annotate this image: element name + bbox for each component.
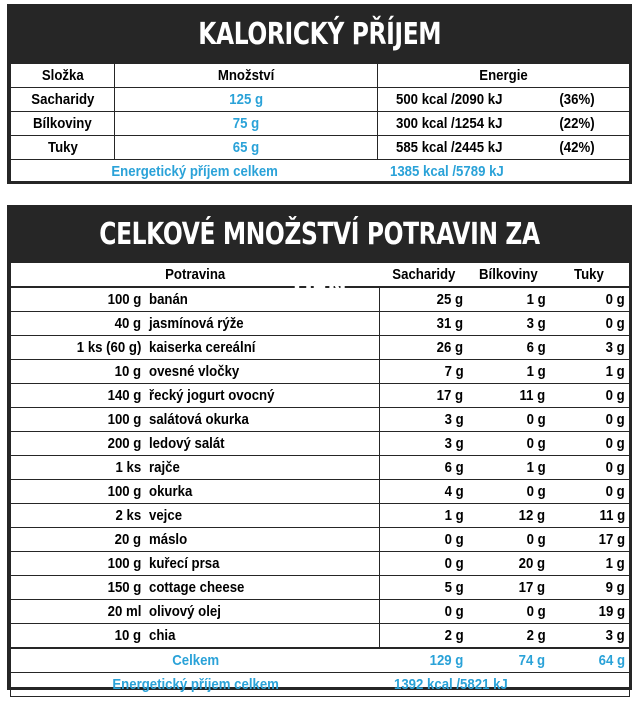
food-carbs: 26 g — [380, 336, 468, 360]
food-protein: 17 g — [468, 576, 550, 600]
food-name: ledový salát — [146, 432, 380, 456]
macro-energy: 500 kcal /2090 kJ (36%) — [378, 88, 630, 112]
macro-name: Sacharidy — [11, 88, 115, 112]
food-quantity: 10 g — [11, 360, 146, 384]
food-quantity: 2 ks — [11, 504, 146, 528]
macro-name: Tuky — [11, 136, 115, 160]
food-protein: 0 g — [468, 480, 550, 504]
macro-row — [11, 112, 630, 136]
macro-row — [11, 88, 630, 112]
food-protein: 1 g — [468, 288, 550, 312]
header-component: Složka — [11, 64, 115, 88]
header-food: Potravina — [11, 263, 380, 287]
food-protein: 11 g — [468, 384, 550, 408]
food-quantity: 20 g — [11, 528, 146, 552]
food-row — [11, 456, 630, 480]
food-protein: 12 g — [468, 504, 550, 528]
food-row — [11, 336, 630, 360]
energy-total-row — [11, 160, 630, 184]
food-fat: 17 g — [550, 528, 630, 552]
food-name: banán — [146, 288, 380, 312]
food-carbs: 25 g — [380, 288, 468, 312]
header-fat: Tuky — [550, 263, 630, 287]
food-quantity: 100 g — [11, 288, 146, 312]
food-rows — [10, 287, 630, 648]
table-header-row — [11, 64, 630, 88]
food-fat: 0 g — [550, 432, 630, 456]
food-carbs: 0 g — [380, 600, 468, 624]
food-fat: 0 g — [550, 312, 630, 336]
food-quantity: 100 g — [11, 480, 146, 504]
food-carbs: 6 g — [380, 456, 468, 480]
macro-name: Bílkoviny — [11, 112, 115, 136]
food-row — [11, 504, 630, 528]
food-name: cottage cheese — [146, 576, 380, 600]
food-quantity: 1 ks (60 g) — [11, 336, 146, 360]
food-row — [11, 408, 630, 432]
food-name: máslo — [146, 528, 380, 552]
food-fat: 3 g — [550, 624, 630, 648]
food-fat: 1 g — [550, 552, 630, 576]
food-name: okurka — [146, 480, 380, 504]
food-row — [11, 528, 630, 552]
food-name: salátová okurka — [146, 408, 380, 432]
food-quantity: 100 g — [11, 408, 146, 432]
caloric-intake-table — [10, 63, 630, 184]
food-carbs: 3 g — [380, 432, 468, 456]
food-row — [11, 432, 630, 456]
food-fat: 0 g — [550, 288, 630, 312]
caloric-intake-panel — [7, 4, 632, 184]
total-protein: 74 g — [468, 649, 550, 673]
food-carbs: 0 g — [380, 552, 468, 576]
food-quantity: 150 g — [11, 576, 146, 600]
header-energy: Energie — [378, 64, 630, 88]
food-totals — [10, 648, 630, 697]
food-row — [11, 600, 630, 624]
food-fat: 11 g — [550, 504, 630, 528]
food-carbs: 4 g — [380, 480, 468, 504]
food-name: chia — [146, 624, 380, 648]
food-carbs: 2 g — [380, 624, 468, 648]
food-name: rajče — [146, 456, 380, 480]
header-amount: Množství — [115, 64, 378, 88]
food-row — [11, 384, 630, 408]
food-fat: 3 g — [550, 336, 630, 360]
food-protein: 3 g — [468, 312, 550, 336]
food-carbs: 7 g — [380, 360, 468, 384]
header-protein: Bílkoviny — [468, 263, 550, 287]
food-row — [11, 360, 630, 384]
header-carbs: Sacharidy — [380, 263, 468, 287]
caloric-intake-title: KALORICKÝ PŘÍJEM — [10, 7, 629, 63]
food-protein: 0 g — [468, 600, 550, 624]
macro-energy: 585 kcal /2445 kJ (42%) — [378, 136, 630, 160]
food-carbs: 3 g — [380, 408, 468, 432]
food-protein: 6 g — [468, 336, 550, 360]
food-fat: 0 g — [550, 456, 630, 480]
macro-row — [11, 136, 630, 160]
food-name: vejce — [146, 504, 380, 528]
food-protein: 0 g — [468, 432, 550, 456]
food-name: kaiserka cereální — [146, 336, 380, 360]
food-row — [11, 480, 630, 504]
food-name: olivový olej — [146, 600, 380, 624]
energy-total-value: 1385 kcal /5789 kJ — [378, 160, 630, 184]
food-row — [11, 552, 630, 576]
food-carbs: 0 g — [380, 528, 468, 552]
food-row — [11, 624, 630, 648]
macro-energy: 300 kcal /1254 kJ (22%) — [378, 112, 630, 136]
food-fat: 9 g — [550, 576, 630, 600]
food-name: řecký jogurt ovocný — [146, 384, 380, 408]
food-protein: 1 g — [468, 360, 550, 384]
food-fat: 19 g — [550, 600, 630, 624]
energy-total-label: Energetický příjem celkem — [11, 160, 378, 184]
total-row — [11, 649, 630, 673]
food-fat: 1 g — [550, 360, 630, 384]
food-carbs: 5 g — [380, 576, 468, 600]
total-carbs: 129 g — [380, 649, 468, 673]
food-row — [11, 576, 630, 600]
food-quantity: 1 ks — [11, 456, 146, 480]
food-protein: 1 g — [468, 456, 550, 480]
food-name: kuřecí prsa — [146, 552, 380, 576]
energy-total-label: Energetický příjem celkem — [11, 673, 380, 697]
food-carbs: 31 g — [380, 312, 468, 336]
energy-total-row — [11, 673, 630, 697]
macro-amount: 125 g — [115, 88, 378, 112]
food-quantity: 200 g — [11, 432, 146, 456]
food-quantity: 40 g — [11, 312, 146, 336]
daily-food-panel — [7, 205, 632, 693]
food-quantity: 100 g — [11, 552, 146, 576]
food-protein: 2 g — [468, 624, 550, 648]
energy-total-value: 1392 kcal /5821 kJ — [380, 673, 630, 697]
food-name: ovesné vločky — [146, 360, 380, 384]
macro-amount: 65 g — [115, 136, 378, 160]
food-carbs: 17 g — [380, 384, 468, 408]
food-quantity: 140 g — [11, 384, 146, 408]
food-protein: 0 g — [468, 528, 550, 552]
total-fat: 64 g — [550, 649, 630, 673]
total-label: Celkem — [11, 649, 380, 673]
food-fat: 0 g — [550, 384, 630, 408]
food-quantity: 20 ml — [11, 600, 146, 624]
food-fat: 0 g — [550, 408, 630, 432]
daily-food-title: CELKOVÉ MNOŽSTVÍ POTRAVIN ZA DEN — [10, 208, 629, 262]
food-fat: 0 g — [550, 480, 630, 504]
food-name: jasmínová rýže — [146, 312, 380, 336]
food-protein: 0 g — [468, 408, 550, 432]
food-quantity: 10 g — [11, 624, 146, 648]
macro-amount: 75 g — [115, 112, 378, 136]
food-carbs: 1 g — [380, 504, 468, 528]
food-protein: 20 g — [468, 552, 550, 576]
